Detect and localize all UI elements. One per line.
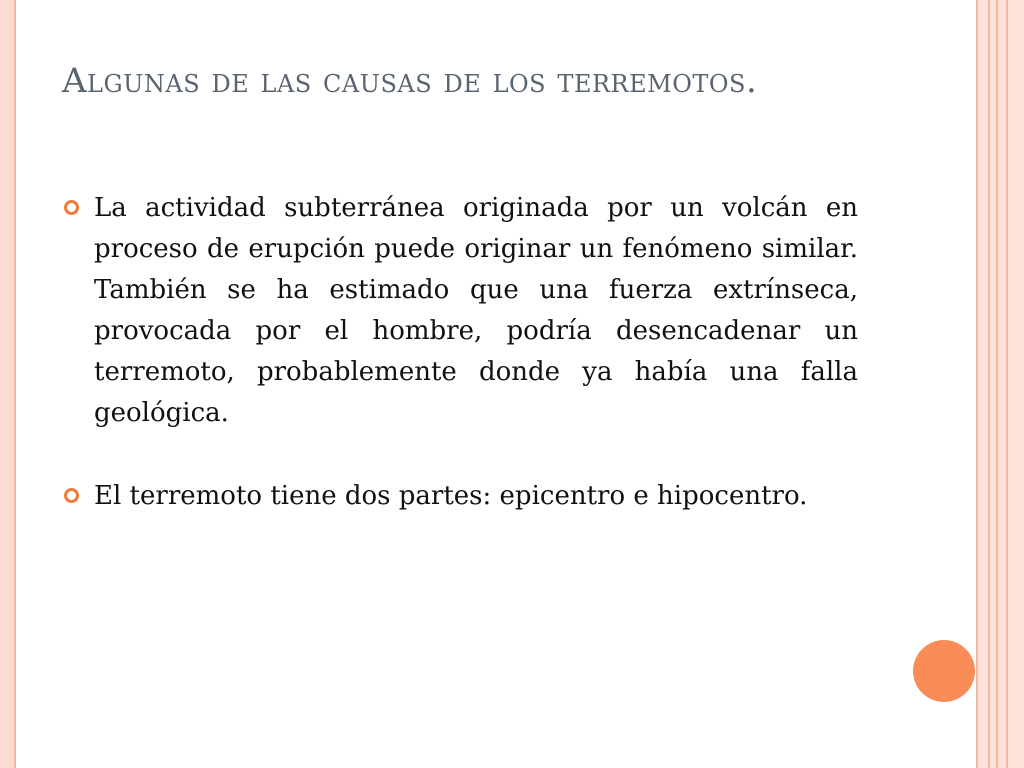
right-stripe — [998, 0, 1006, 768]
decorative-orange-circle — [913, 640, 975, 702]
right-stripe — [978, 0, 988, 768]
bullet-item — [62, 476, 858, 517]
bullet-list — [62, 188, 858, 559]
left-border-line — [14, 0, 16, 768]
bullet-item — [62, 188, 858, 434]
circle-bullet-icon — [64, 488, 79, 503]
right-stripe — [1008, 0, 1024, 768]
left-border-band — [0, 0, 14, 768]
bullet-text: El terremoto tiene dos partes: epicentro e hipocentro. — [94, 481, 808, 511]
circle-bullet-icon — [64, 200, 79, 215]
right-border-stripes — [976, 0, 1024, 768]
slide-title: Algunas de las causas de los terremotos. — [62, 61, 758, 101]
bullet-text: La actividad subterránea originada por un volcán en proceso de erupción puede originar un fenómeno similar. También se ha estimado que una fuerza extrínseca, provocada por el hombre, podría desencadenar un terremoto, probablemente donde ya había una falla geológica. — [94, 193, 858, 428]
